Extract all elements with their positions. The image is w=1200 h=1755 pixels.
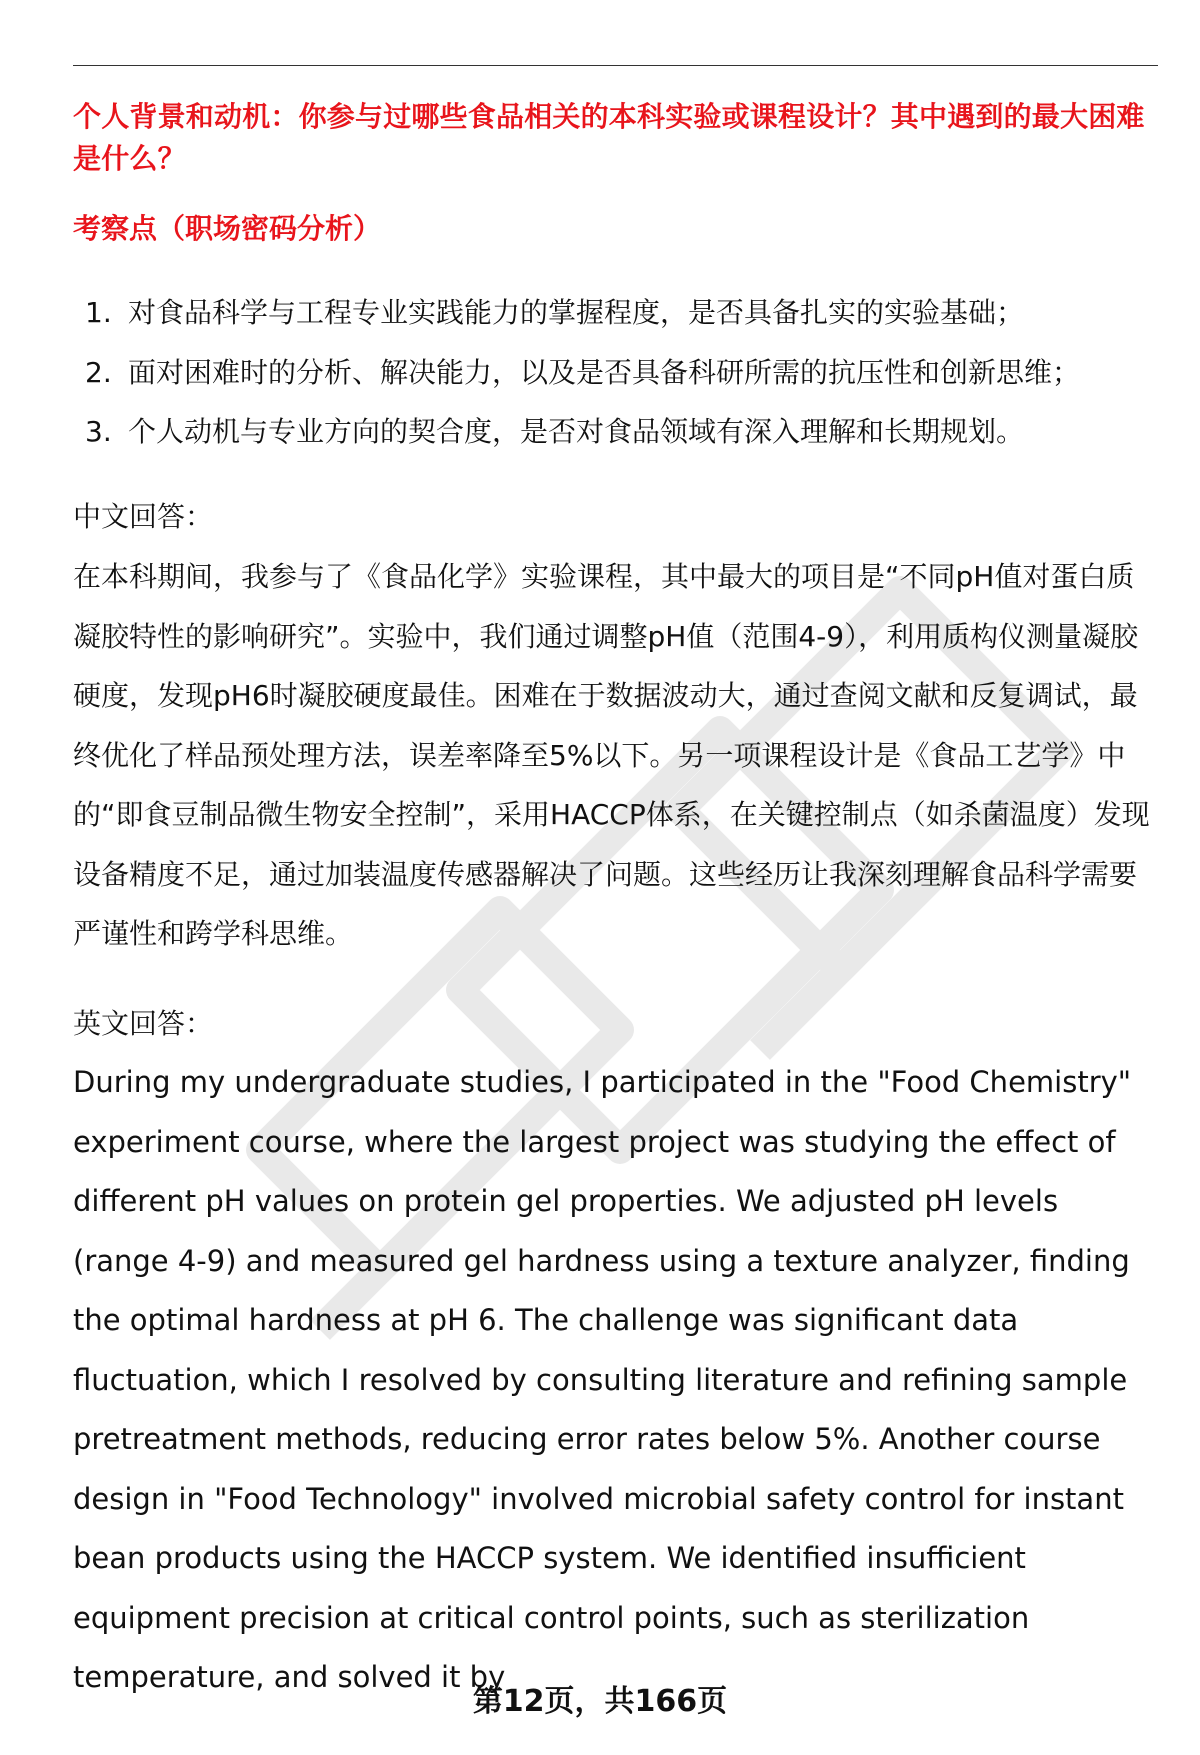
chinese-answer-label: 中文回答： — [73, 500, 214, 533]
list-item-text: 面对困难时的分析、解决能力，以及是否具备科研所需的抗压性和创新思维； — [128, 355, 1081, 389]
top-divider — [73, 65, 1158, 66]
assessment-list — [85, 283, 1165, 462]
list-item — [85, 283, 1165, 343]
list-item-number: 3. — [85, 415, 112, 448]
list-item — [85, 402, 1165, 462]
list-item-number: 2. — [85, 355, 112, 389]
list-item-number: 1. — [85, 296, 112, 329]
list-item-text: 对食品科学与工程专业实践能力的掌握程度，是否具备扎实的实验基础； — [128, 296, 1025, 329]
list-item — [85, 343, 1165, 403]
list-item-text: 个人动机与专业方向的契合度，是否对食品领域有深入理解和长期规划。 — [128, 415, 1025, 448]
question-heading: 个人背景和动机：你参与过哪些食品相关的本科实验或课程设计？其中遇到的最大困难是什么？ — [73, 100, 1145, 175]
chinese-answer-text: 在本科期间，我参与了《食品化学》实验课程，其中最大的项目是“不同pH值对蛋白质凝胶特性的影响研究”。实验中，我们通过调整pH值（范围4-9），利用质构仪测量凝胶硬度，发现pH6时凝胶硬度最佳。困难在于数据波动大，通过查阅文献和反复调试，最终优化了样品预处理方法，误差率降至5%以下。另一项课程设计是《食品工艺学》中的“即食豆制品微生物安全控制”，采用HACCP体系，在关键控制点（如杀菌温度）发现设备精度不足，通过加装温度传感器解决了问题。这些经历让我深刻理解食品科学需要严谨性和跨学科思维。 — [73, 560, 1150, 950]
assessment-title: 考察点（职场密码分析） — [73, 212, 382, 245]
page-number: 第12页，共166页 — [472, 1684, 728, 1719]
english-answer-text: During my undergraduate studies, I participated in the "Food Chemistry" experiment course, where the largest project was studying the effect of different pH values on protein gel properties. We adjusted pH levels (range 4-9) and measured gel hardness using a texture analyzer, finding the optimal hardness at pH 6. The challenge was significant data fluctuation, which I resolved by consulting literature and refining sample pretreatment methods, reducing error rates below 5%. Another course design in "Food Technology" involved microbial safety control for instant bean products using the HACCP system. We identified insufficient equipment precision at critical control points, such as sterilization temperature, and solved it by — [73, 1065, 1132, 1694]
english-answer-label: 英文回答： — [73, 1007, 214, 1040]
